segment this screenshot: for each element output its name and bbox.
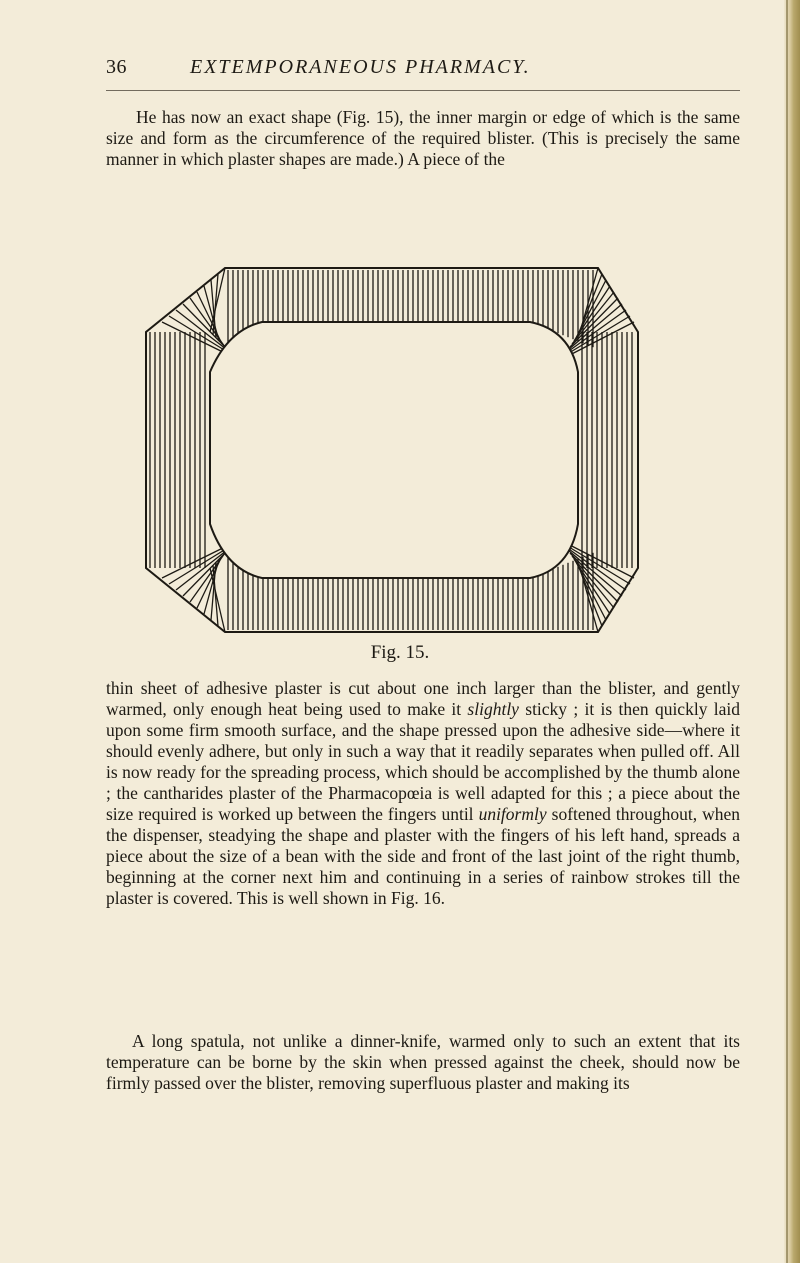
paragraph-3: A long spatula, not unlike a dinner-knife, warmed only to such an extent that its temperature can be borne by the skin when pressed against the cheek, should now be firmly passed over the blister, removing superfluous plaster and making its [106, 1031, 740, 1093]
paragraph-2-part-3: softened throughout, when the dispenser, steadying the shape and plaster with the fingers of his left hand, spreads a piece about the size of a bean with the side and front of the last joint of the right thumb, beginning at the corner next him and continuing in a series of rainbow strokes till the plaster is covered. This is well shown in Fig. 16. [106, 804, 740, 908]
paragraph-2 [106, 678, 740, 909]
paragraph-2-part-1: thin sheet of adhesive plaster is cut about one inch larger than the blister, and gently warmed, only enough heat being used to make it [106, 678, 740, 719]
running-head [100, 56, 740, 90]
page-edge-shadow [786, 0, 788, 1263]
paragraph-2-part-2: sticky ; it is then quickly laid upon some firm smooth surface, and the shape pressed upon the adhesive side—where it should evenly adhere, but only in such a way that it readily separates when pulled off. All is now ready for the spreading process, which should be accomplished by the thumb alone ; the cantharides plaster of the Pharmacopœia is well adapted for this ; a piece about the size required is worked up between the fingers until [106, 699, 740, 824]
emphasis-slightly: slightly [467, 699, 519, 719]
figure-caption: Fig. 15. [370, 642, 430, 663]
emphasis-uniformly: uniformly [478, 804, 547, 824]
running-title: EXTEMPORANEOUS PHARMACY. [190, 56, 531, 78]
header-rule [106, 90, 740, 91]
shape-inner-edge [210, 322, 578, 578]
page-number: 36 [106, 56, 127, 78]
paragraph-1: He has now an exact shape (Fig. 15), the inner margin or edge of which is the same size and form as the circumference of the required blister. (This is precisely the same manner in which plaster shapes are made.) A piece of the [106, 107, 740, 169]
plaster-shape-illustration [140, 262, 640, 638]
